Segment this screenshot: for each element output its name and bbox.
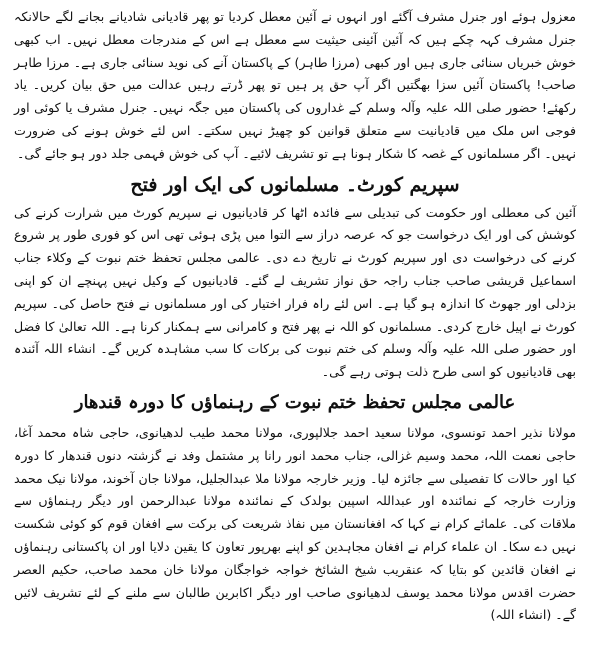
section2-paragraph: آئین کی معطلی اور حکومت کی تبدیلی سے فائدہ اٹھا کر قادیانیوں نے سپریم کورٹ میں شرارت کرنے کی کوشش کی اور ایک درخواست جو کہ عرصہ دراز سے التوا میں پڑی ہوئی تھی اس کو فوری طور پر شروع کرنے کی درخواست دی اور سپریم کورٹ نے تاریخ دے دی۔ عالمی مجلس تحفظ ختم نبوت کے وکلاء جناب اسماعیل قریشی صاحب جناب راجہ حق نواز تشریف لے گئے۔ قادیانیوں کے وکیل نہیں پہنچے ان کو اپنی بزدلی اور جھوٹ کا اندازہ ہو گیا ہے۔ اس لئے راہ فرار اختیار کی اور مسلمانوں نے فتح حاصل کی۔ سپریم کورٹ نے اپیل خارج کردی۔ مسلمانوں کو اللہ نے پھر فتح و کامرانی سے ہمکنار کرنا ہے۔ اللہ تعالیٰ کا فضل اور حضور صلی اللہ علیہ وآلہ وسلم کی ختم نبوت کی برکات کا سب مشاہدہ کریں گے۔ انشاء اللہ آئندہ بھی قادیانیوں کو اسی طرح ذلت ہوتی رہے گی۔ (14, 204, 576, 380)
section3-paragraph: مولانا نذیر احمد تونسوی، مولانا سعید احمد جلالپوری، مولانا محمد طیب لدھیانوی، حاجی شاہ محمد آغا، حاجی نعمت اللہ، محمد وسیم غزالی، جناب محمد انور رانا پر مشتمل وفد نے گزشتہ دنوں قندھار کا دورہ کیا اور حالات کا تفصیلی سے جائزہ لیا۔ وزیر خارجہ مولانا ملا عبدالجلیل، مولانا جان آخوند، مولانا نیک محمد وزارت خارجہ کے نمائندہ اور عبداللہ اسپین بولدک کے نمائندہ مولانا عبدالرحمن اور دیگر رہنماؤں سے ملاقات کی۔ علمائے کرام نے کہا کہ افغانستان میں نفاذ شریعت کی برکت سے افغان قوم کو کوئی شکست نہیں دے سکا۔ ان علماء کرام نے افغان مجاہدین کو اپنے بھرپور تعاون کا یقین دلایا اور ان پاکستانی رہنماؤں نے افغان قائدین کو بتایا کہ عنقریب شیخ الشائخ خواجہ خواجگان مولانا خان محمد صاحب، حکیم العصر حضرت اقدس مولانا محمد یوسف لدھیانوی صاحب اور دیگر اکابرین طالبان سے ملنے کے لئے تشریف لائیں گے۔ (انشاء اللہ) (14, 424, 576, 623)
section2-heading: سپریم کورٹ۔ مسلمانوں کی ایک اور فتح (130, 173, 460, 196)
section1-paragraph: معزول ہوئے اور جنرل مشرف آگئے اور انہوں نے آئین معطل کردیا تو پھر قادیانی شادیانے بجانے لگے حالانکہ جنرل مشرف کہہ چکے ہیں کہ آئین آئینی حیثیت سے معطل ہے اس کے مندرجات معطل نہیں۔ اب کبھی خوش خبریاں سنائی جاری ہیں اور کبھی (مرزا طاہر) کے پاکستان آنے کی نوید سنائی جاری ہے۔ مرزا طاہر صاحب! پاکستان آئیں سزا بھگتیں اگر آپ حق پر ہیں تو پھر ڈرتے رہیں عدالت میں حق بیان کریں۔ یاد رکھئے! حضور صلی اللہ علیہ وآلہ وسلم کے غداروں کی پاکستان میں جگہ نہیں۔ جنرل مشرف یا کوئی اور فوجی اس ملک میں قادیانیت سے متعلق قوانین کو چھیڑ نہیں سکتے۔ اس لئے خوش ہونے کی ضرورت نہیں۔ اگر مسلمانوں کے غصہ کا شکار ہونا ہے تو تشریف لائیے۔ آپ کی خوش فہمی جلد دور ہو جائے گی۔ (14, 9, 576, 161)
section3-heading: عالمی مجلس تحفظ ختم نبوت کے رہنماؤں کا دورہ قندھار (74, 391, 516, 413)
